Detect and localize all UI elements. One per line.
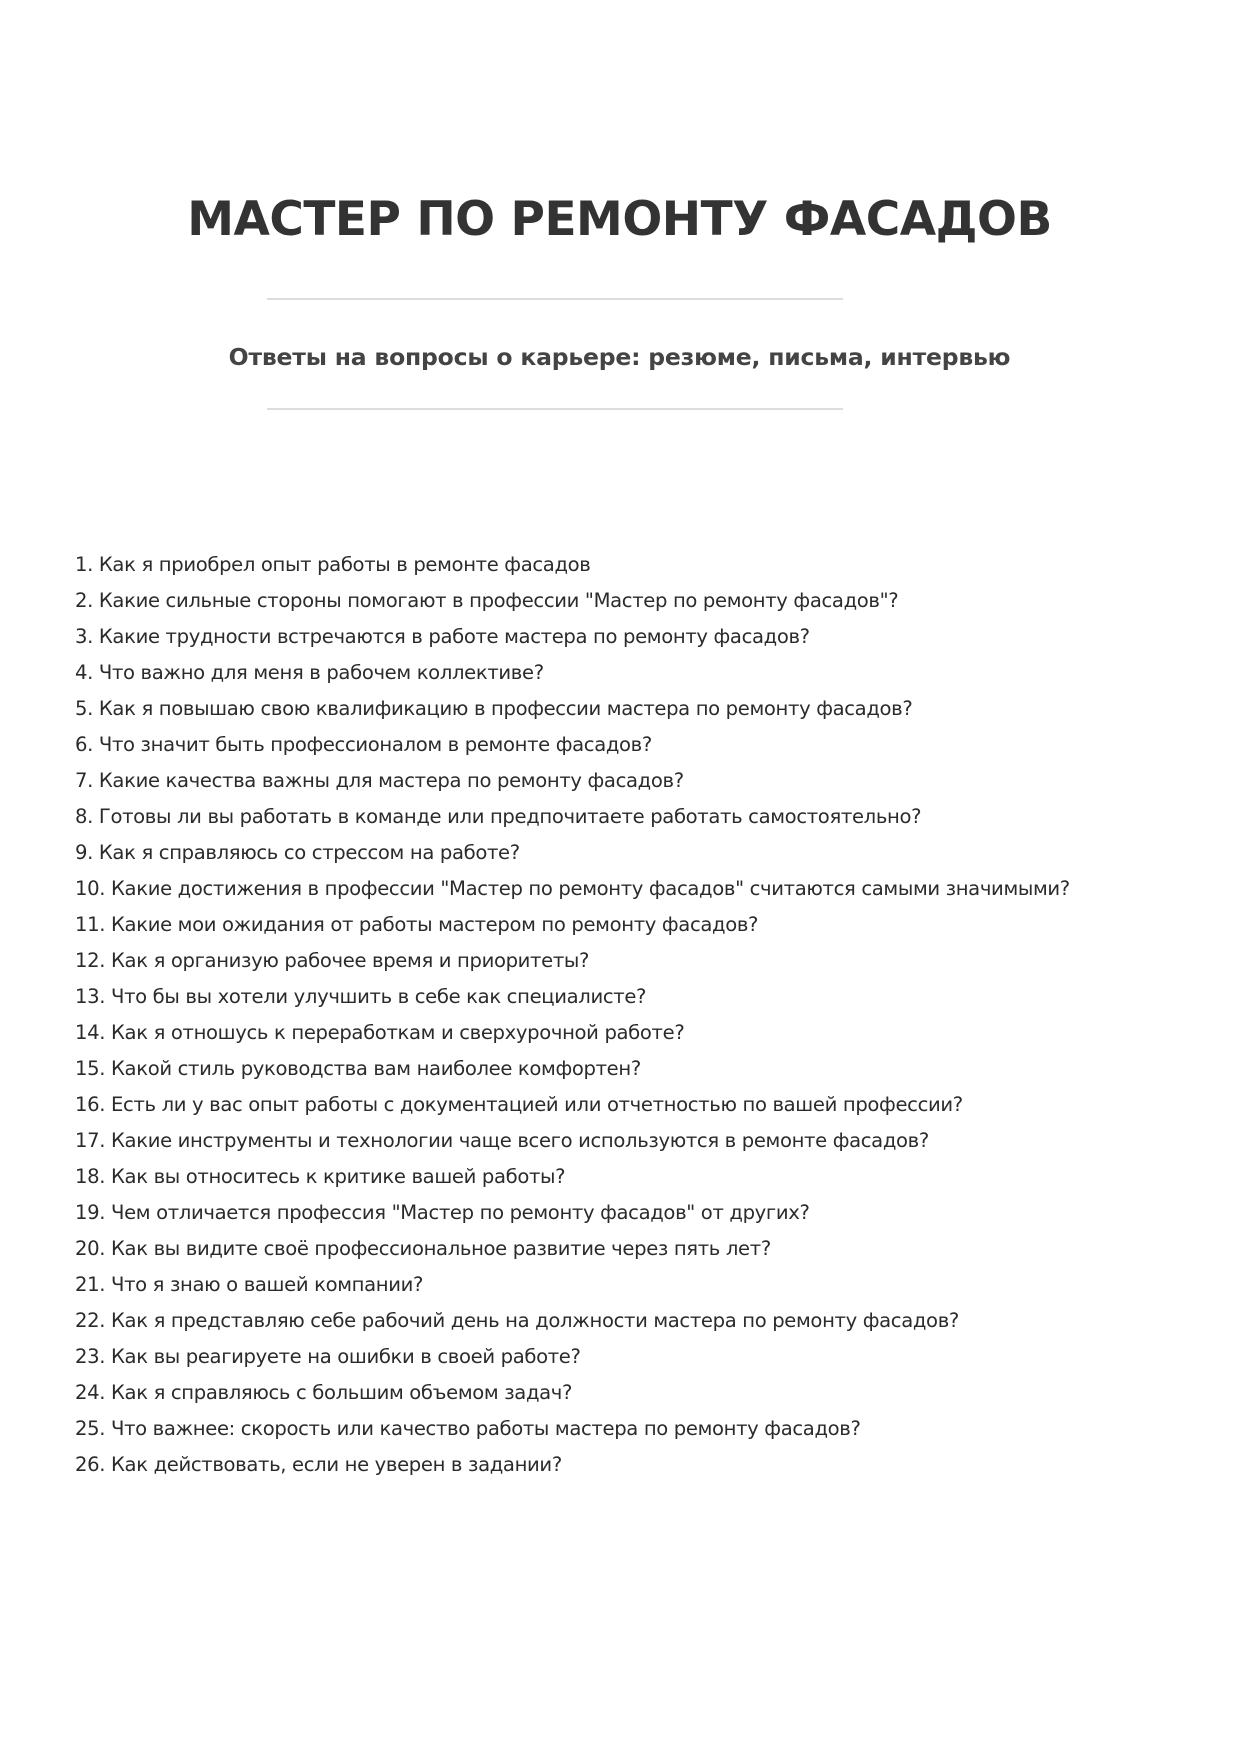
bottom-divider: [267, 408, 843, 410]
question-item: 17. Какие инструменты и технологии чаще всего используются в ремонте фасадов?: [75, 1129, 929, 1152]
question-item: 18. Как вы относитесь к критике вашей работы?: [75, 1165, 566, 1188]
question-item: 25. Что важнее: скорость или качество работы мастера по ремонту фасадов?: [75, 1417, 861, 1440]
question-item: 1. Как я приобрел опыт работы в ремонте фасадов: [75, 553, 591, 576]
question-item: 24. Как я справляюсь с большим объемом задач?: [75, 1381, 573, 1404]
top-divider: [267, 298, 843, 300]
question-item: 2. Какие сильные стороны помогают в профессии "Мастер по ремонту фасадов"?: [75, 589, 899, 612]
questions-list: [75, 547, 1075, 1483]
question-item: 16. Есть ли у вас опыт работы с документацией или отчетностью по вашей профессии?: [75, 1093, 963, 1116]
question-item: 19. Чем отличается профессия "Мастер по ремонту фасадов" от других?: [75, 1201, 810, 1224]
question-item: 5. Как я повышаю свою квалификацию в профессии мастера по ремонту фасадов?: [75, 697, 913, 720]
question-item: 14. Как я отношусь к переработкам и сверхурочной работе?: [75, 1021, 685, 1044]
question-item: 20. Как вы видите своё профессиональное развитие через пять лет?: [75, 1237, 771, 1260]
question-item: 4. Что важно для меня в рабочем коллективе?: [75, 661, 544, 684]
question-item: 23. Как вы реагируете на ошибки в своей работе?: [75, 1345, 581, 1368]
question-item: 8. Готовы ли вы работать в команде или предпочитаете работать самостоятельно?: [75, 805, 922, 828]
question-item: 21. Что я знаю о вашей компании?: [75, 1273, 424, 1296]
question-item: 22. Как я представляю себе рабочий день на должности мастера по ремонту фасадов?: [75, 1309, 959, 1332]
question-item: 9. Как я справляюсь со стрессом на работе?: [75, 841, 520, 864]
document-title: МАСТЕР ПО РЕМОНТУ ФАСАДОВ: [187, 192, 1052, 247]
question-item: 11. Какие мои ожидания от работы мастером по ремонту фасадов?: [75, 913, 759, 936]
question-item: 26. Как действовать, если не уверен в задании?: [75, 1453, 562, 1476]
question-item: 10. Какие достижения в профессии "Мастер по ремонту фасадов" считаются самыми значимыми?: [75, 877, 1070, 900]
question-item: 7. Какие качества важны для мастера по ремонту фасадов?: [75, 769, 684, 792]
question-item: 12. Как я организую рабочее время и приоритеты?: [75, 949, 590, 972]
document-subtitle: Ответы на вопросы о карьере: резюме, письма, интервью: [228, 343, 1011, 371]
question-item: 13. Что бы вы хотели улучшить в себе как специалисте?: [75, 985, 647, 1008]
question-item: 6. Что значит быть профессионалом в ремонте фасадов?: [75, 733, 652, 756]
question-item: 15. Какой стиль руководства вам наиболее комфортен?: [75, 1057, 641, 1080]
question-item: 3. Какие трудности встречаются в работе мастера по ремонту фасадов?: [75, 625, 810, 648]
